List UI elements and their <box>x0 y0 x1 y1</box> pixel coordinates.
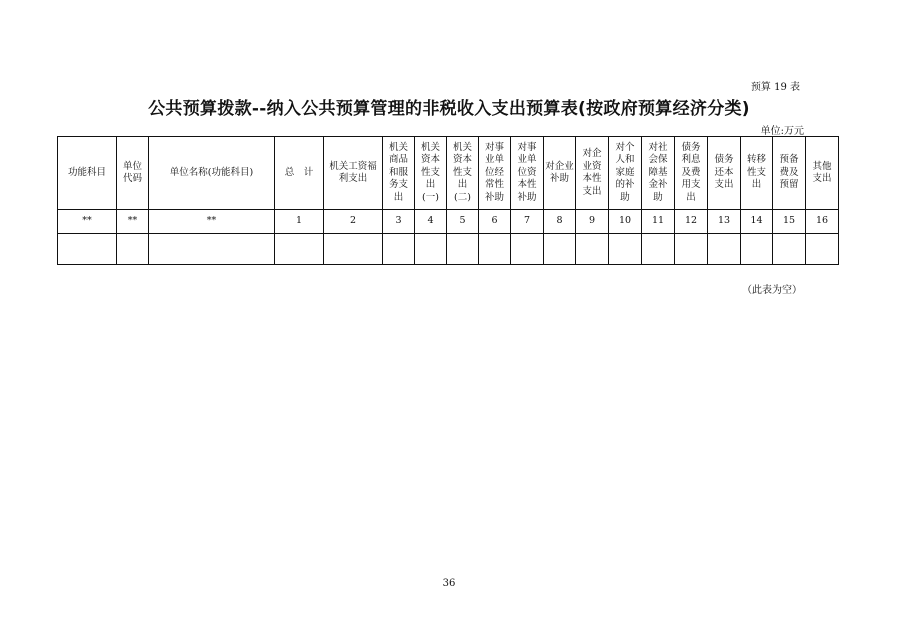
column-header: 单位代码 <box>117 137 149 210</box>
code-cell: 8 <box>544 210 576 234</box>
column-header: 对企业补助 <box>544 137 576 210</box>
code-cell: 1 <box>275 210 324 234</box>
column-header: 功能科目 <box>58 137 117 210</box>
empty-cell <box>708 234 741 265</box>
column-header: 预备费及预留 <box>773 137 806 210</box>
empty-cell <box>773 234 806 265</box>
unit-label: 单位:万元 <box>760 126 804 137</box>
empty-cell <box>324 234 383 265</box>
code-cell: ** <box>117 210 149 234</box>
empty-cell <box>117 234 149 265</box>
column-header: 对事业单位经常性补助 <box>479 137 511 210</box>
empty-cell <box>415 234 447 265</box>
code-cell: ** <box>149 210 275 234</box>
code-cell: 13 <box>708 210 741 234</box>
empty-cell <box>479 234 511 265</box>
empty-cell <box>675 234 708 265</box>
column-header: 机关商品和服务支出 <box>383 137 415 210</box>
header-row <box>58 137 839 210</box>
code-cell: 16 <box>806 210 839 234</box>
code-cell: 5 <box>447 210 479 234</box>
column-header: 其他支出 <box>806 137 839 210</box>
column-header: 机关资本性支出(二) <box>447 137 479 210</box>
column-header: 对社会保障基金补助 <box>642 137 675 210</box>
code-cell: 11 <box>642 210 675 234</box>
empty-cell <box>58 234 117 265</box>
page-title: 公共预算拨款--纳入公共预算管理的非税收入支出预算表(按政府预算经济分类) <box>148 99 750 119</box>
empty-cell <box>806 234 839 265</box>
page-number: 36 <box>442 578 456 589</box>
code-cell: 2 <box>324 210 383 234</box>
code-cell: 7 <box>511 210 544 234</box>
empty-data-row <box>58 234 839 265</box>
code-cell: 3 <box>383 210 415 234</box>
empty-cell <box>741 234 773 265</box>
code-cell: 4 <box>415 210 447 234</box>
code-cell: 15 <box>773 210 806 234</box>
empty-cell <box>642 234 675 265</box>
empty-table-note: （此表为空） <box>742 285 802 296</box>
column-header: 对事业单位资本性补助 <box>511 137 544 210</box>
code-cell: 14 <box>741 210 773 234</box>
code-cell: 6 <box>479 210 511 234</box>
column-header: 债务还本支出 <box>708 137 741 210</box>
column-header: 转移性支出 <box>741 137 773 210</box>
empty-cell <box>149 234 275 265</box>
empty-cell <box>447 234 479 265</box>
column-header: 对企业资本性支出 <box>576 137 609 210</box>
table-number: 预算 19 表 <box>750 82 800 93</box>
column-header: 单位名称(功能科目) <box>149 137 275 210</box>
empty-cell <box>609 234 642 265</box>
empty-cell <box>275 234 324 265</box>
code-cell: 9 <box>576 210 609 234</box>
empty-cell <box>383 234 415 265</box>
code-cell: 10 <box>609 210 642 234</box>
code-cell: ** <box>58 210 117 234</box>
column-header: 债务利息及费用支出 <box>675 137 708 210</box>
budget-table <box>57 136 839 265</box>
column-header: 机关资本性支出(一) <box>415 137 447 210</box>
column-header: 机关工资福利支出 <box>324 137 383 210</box>
code-cell: 12 <box>675 210 708 234</box>
column-header: 总 计 <box>275 137 324 210</box>
column-code-row <box>58 210 839 234</box>
empty-cell <box>544 234 576 265</box>
column-header: 对个人和家庭的补助 <box>609 137 642 210</box>
empty-cell <box>511 234 544 265</box>
empty-cell <box>576 234 609 265</box>
